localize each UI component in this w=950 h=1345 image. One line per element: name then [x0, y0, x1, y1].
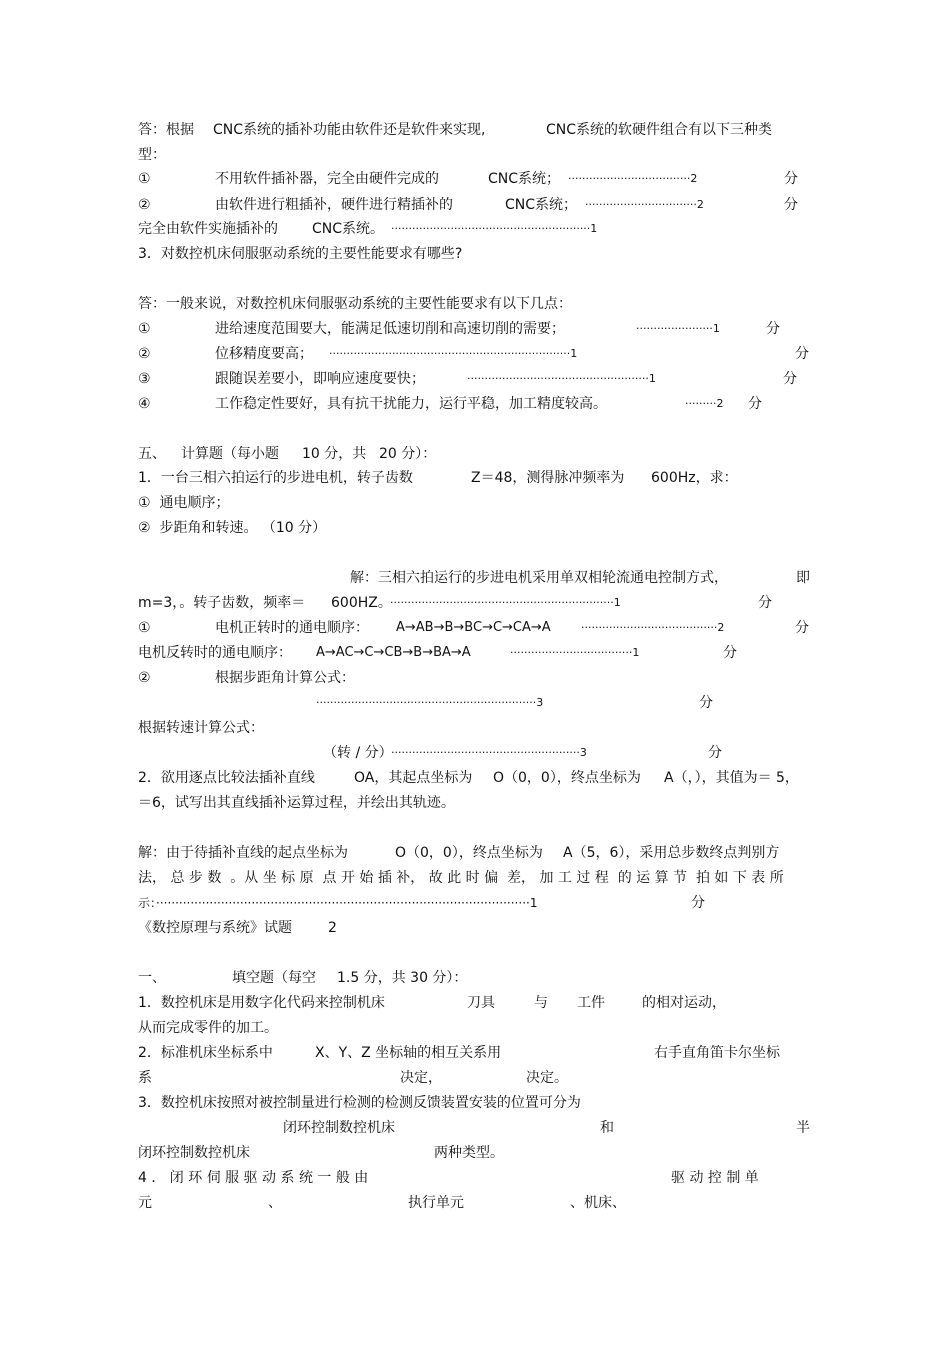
item-text: 由软件进行粗插补，硬件进行精插补的 — [215, 197, 453, 213]
question-text: 的相对运动， — [642, 995, 726, 1011]
sequence-text: A→AB→B→BC→C→CA→A — [396, 620, 551, 635]
item-text: 位移精度要高； — [215, 346, 313, 362]
answer-text: 答：一般来说，对数控机床伺服驱动系统的主要性能要求有以下几点： — [138, 296, 572, 312]
item-marker: ③ — [138, 371, 151, 387]
section-heading: 填空题（每空 — [232, 970, 316, 986]
solution-text: 即 — [796, 570, 810, 586]
item-text: 完全由软件实施插补的 — [138, 221, 278, 237]
item-marker: ① — [138, 321, 151, 337]
section-heading: 计算题（每小题 — [181, 446, 279, 462]
item-marker: ① — [138, 171, 151, 187]
sequence-text: A→AC→C→CB→B→BA→A — [316, 645, 471, 660]
leader-dots: ······················································3 — [391, 746, 587, 759]
solution-text: 解：三相六拍运行的步进电机采用单双相轮流通电控制方式， — [350, 570, 728, 586]
item-text: 跟随误差要小，即响应速度要快； — [215, 371, 425, 387]
answer-text: CNC系统的软硬件组合有以下三种类 — [546, 122, 773, 138]
question-text: A（，），其值为＝ 5， — [664, 770, 799, 786]
item-text: CNC系统。 — [312, 221, 385, 237]
score-unit: 分 — [758, 595, 772, 611]
leader-dots: ·····································································1 — [329, 347, 578, 360]
item-marker: ④ — [138, 396, 151, 412]
question-text: 和 — [600, 1120, 614, 1136]
question-text: 4 ． 闭 环 伺 服 驱 动 系 统 一 般 由 — [138, 1170, 369, 1186]
leader-dots: ······················1 — [636, 322, 720, 335]
score-unit: 分 — [748, 396, 762, 412]
score-unit: 分 — [784, 197, 798, 213]
question-text: ② 步距角和转速。 （10 分） — [138, 520, 327, 536]
question-text: 1．一台三相六拍运行的步进电机，转子齿数 — [138, 470, 413, 486]
solution-text: 600HZ。 — [331, 595, 392, 611]
section-heading: 一、 — [138, 970, 166, 986]
question-text: 、 — [268, 1195, 282, 1211]
fill-answer: 半 — [796, 1120, 810, 1136]
exam-title: 2 — [328, 920, 337, 936]
solution-text: 法， 总 步 数 。从 坐 标 原 点 开 始 插 补， 故 此 时 偏 差， 加 工 过 程 的 运 算 节 拍 如 下 表 所 — [138, 870, 784, 886]
fill-answer: 执行单元 — [408, 1195, 464, 1211]
item-text: CNC系统； — [505, 197, 578, 213]
answer-text: 答：根据 — [138, 122, 194, 138]
question-text: 决定， — [400, 1070, 442, 1086]
question-text: 3．对数控机床伺服驱动系统的主要性能要求有哪些? — [138, 246, 463, 262]
item-marker: ② — [138, 670, 151, 686]
solution-text: （转 / 分） — [323, 745, 393, 761]
score-unit: 分 — [766, 321, 780, 337]
question-text: 2．欲用逐点比较法插补直线 — [138, 770, 315, 786]
question-text: 决定。 — [526, 1070, 568, 1086]
fill-answer: 工件 — [577, 995, 605, 1011]
answer-text: CNC系统的插补功能由软件还是软件来实现, — [213, 122, 486, 138]
fill-answer: 右手直角笛卡尔坐标 — [654, 1045, 780, 1061]
solution-text: O（0，0），终点坐标为 — [395, 845, 543, 861]
leader-dots: ·········2 — [685, 397, 724, 410]
solution-text: 解：由于待插补直线的起点坐标为 — [138, 845, 348, 861]
leader-dots: ································································1 — [390, 596, 621, 609]
question-text: 与 — [534, 995, 548, 1011]
question-text: OA，其起点坐标为 — [354, 770, 473, 786]
question-text: ＝6，试写出其直线插补运算过程，并绘出其轨迹。 — [138, 795, 455, 811]
score-unit: 分 — [795, 346, 809, 362]
leader-dots: ···································2 — [568, 172, 698, 185]
score-unit: 分 — [708, 745, 722, 761]
exam-title: 《数控原理与系统》试题 — [138, 920, 292, 936]
solution-text: 电机反转时的通电顺序： — [138, 645, 292, 661]
item-text: CNC系统； — [488, 171, 561, 187]
fill-answer: 元 — [138, 1195, 152, 1211]
question-text: O（0，0），终点坐标为 — [493, 770, 641, 786]
score-unit: 分 — [784, 171, 798, 187]
question-text: 600Hz，求： — [651, 470, 738, 486]
item-marker: ① — [138, 620, 151, 636]
leader-dots: ································2 — [585, 198, 704, 211]
leader-dots: ····················································1 — [467, 372, 656, 385]
item-marker: ② — [138, 197, 151, 213]
item-marker: ② — [138, 346, 151, 362]
fill-answer: 闭环控制数控机床 — [283, 1120, 395, 1136]
section-heading: 10 分，共 — [302, 446, 367, 462]
question-text: 2．标准机床坐标系中 — [138, 1045, 273, 1061]
score-unit: 分 — [691, 895, 705, 911]
solution-text: 根据转速计算公式： — [138, 720, 264, 736]
section-heading: 20 分）： — [379, 446, 437, 462]
score-unit: 分 — [783, 371, 797, 387]
question-text: X、Y、Z 坐标轴的相互关系用 — [315, 1045, 502, 1061]
fill-answer: 驱 动 控 制 单 — [671, 1170, 759, 1186]
section-heading: 1.5 分，共 30 分）： — [337, 970, 468, 986]
solution-text: 根据步距角计算公式： — [215, 670, 355, 686]
question-text: 两种类型。 — [434, 1145, 504, 1161]
score-unit: 分 — [723, 645, 737, 661]
question-text: Z＝48，测得脉冲频率为 — [471, 470, 625, 486]
solution-text: A（5，6），采用总步数终点判别方 — [563, 845, 780, 861]
solution-text: 示：··································································································1 — [138, 896, 538, 910]
item-text: 工作稳定性要好，具有抗干扰能力，运行平稳，加工精度较高。 — [215, 396, 607, 412]
leader-dots: ·······························································3 — [316, 696, 544, 709]
question-text: 1．数控机床是用数字化代码来控制机床 — [138, 995, 385, 1011]
solution-text: 电机正转时的通电顺序： — [215, 620, 369, 636]
answer-text: 型： — [138, 147, 166, 163]
fill-answer: 刀具 — [467, 995, 495, 1011]
question-text: ① 通电顺序； — [138, 495, 230, 511]
fill-answer: 系 — [138, 1070, 152, 1086]
question-text: 从而完成零件的加工。 — [138, 1020, 278, 1036]
leader-dots: ···································1 — [510, 646, 640, 659]
item-text: 不用软件插补器，完全由硬件完成的 — [215, 171, 439, 187]
question-text: 3．数控机床按照对被控制量进行检测的检测反馈装置安装的位置可分为 — [138, 1095, 581, 1111]
score-unit: 分 — [699, 695, 713, 711]
leader-dots: ·························································1 — [391, 222, 598, 235]
section-heading: 五、 — [138, 446, 166, 462]
leader-dots: ·······································2 — [581, 621, 725, 634]
fill-answer: 闭环控制数控机床 — [138, 1145, 250, 1161]
score-unit: 分 — [795, 620, 809, 636]
question-text: 、机床、 — [570, 1195, 626, 1211]
solution-text: m=3，。转子齿数，频率＝ — [138, 595, 306, 611]
item-text: 进给速度范围要大，能满足低速切削和高速切削的需要； — [215, 321, 565, 337]
